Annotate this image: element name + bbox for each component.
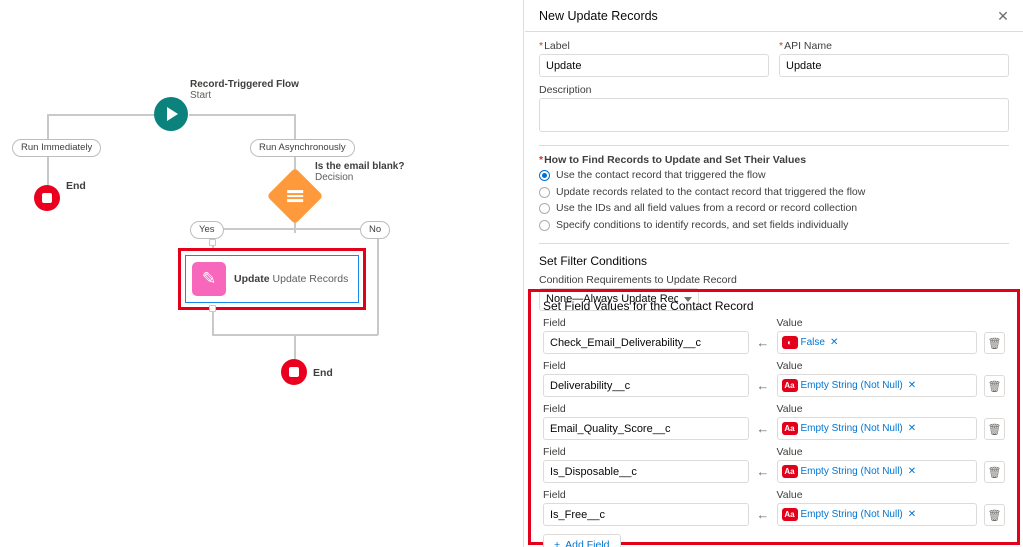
text-badge-icon: Aa (782, 379, 798, 392)
panel-title: New Update Records (539, 8, 658, 23)
value-chip-label: Empty String (Not Null) (800, 508, 903, 520)
value-chip[interactable] (782, 336, 839, 349)
pill-no[interactable]: No (360, 221, 390, 239)
label-input[interactable] (539, 54, 769, 77)
value-input[interactable] (777, 331, 978, 354)
radio-icon (539, 203, 550, 214)
radio-option-ids-and-values[interactable]: Use the IDs and all field values from a record or record collection (539, 202, 1009, 216)
value-input[interactable] (777, 460, 978, 483)
remove-chip-icon[interactable]: ✕ (829, 336, 839, 348)
value-chip-label: False (800, 336, 825, 348)
flow-end-label-2: End (313, 367, 333, 379)
value-input[interactable] (777, 374, 978, 397)
assign-arrow-icon: ← (756, 421, 770, 436)
update-node-title: Update (234, 272, 270, 285)
trash-icon: 🗑 (987, 337, 1002, 350)
value-caption: Value (776, 360, 803, 372)
pill-run-asynchronously[interactable]: Run Asynchronously (250, 139, 355, 157)
value-column (777, 317, 978, 354)
connector (189, 114, 295, 116)
field-caption: Field (543, 317, 566, 329)
trash-icon: 🗑 (987, 380, 1002, 393)
pill-run-immediately[interactable]: Run Immediately (12, 139, 101, 157)
delete-row-button[interactable] (984, 504, 1005, 526)
field-input[interactable] (543, 503, 749, 526)
flow-start-subtitle: Start (190, 90, 212, 101)
update-node-subtitle: Update Records (272, 272, 349, 285)
decision-subtitle: Decision (315, 172, 354, 183)
radio-option-related-records[interactable]: Update records related to the contact record that triggered the flow (539, 186, 1009, 200)
api-name-input[interactable] (779, 54, 1009, 77)
field-column (543, 489, 749, 526)
connector-handle[interactable] (209, 239, 216, 246)
value-chip[interactable] (782, 422, 917, 435)
close-icon[interactable]: ✕ (997, 7, 1009, 24)
value-input[interactable] (777, 503, 978, 526)
label-field-caption: *Label (539, 40, 570, 52)
value-chip[interactable] (782, 465, 917, 478)
description-textarea[interactable] (539, 98, 1009, 132)
value-chip-label: Empty String (Not Null) (800, 379, 903, 391)
field-input[interactable] (543, 331, 749, 354)
field-input[interactable] (543, 417, 749, 440)
assign-arrow-icon: ← (756, 507, 770, 522)
flow-start-label (190, 79, 299, 101)
stop-icon (42, 193, 52, 203)
value-chip-label: Empty String (Not Null) (800, 422, 903, 434)
remove-chip-icon[interactable]: ✕ (907, 465, 917, 477)
panel-body (525, 32, 1023, 311)
set-field-values-title: Set Field Values for the Contact Record (543, 299, 754, 313)
connector (294, 334, 296, 359)
value-column (777, 403, 978, 440)
value-caption: Value (776, 489, 803, 501)
set-field-values-highlight (528, 289, 1020, 545)
field-caption: Field (543, 489, 566, 501)
connector-handle[interactable] (209, 305, 216, 312)
delete-row-button[interactable] (984, 375, 1005, 397)
divider (539, 243, 1009, 244)
set-field-values-section (531, 292, 1017, 547)
api-name-caption: *API Name (779, 40, 832, 52)
connector (47, 155, 49, 185)
field-column (543, 360, 749, 397)
field-input[interactable] (543, 460, 749, 483)
value-chip-label: Empty String (Not Null) (800, 465, 903, 477)
flow-end-node-2[interactable] (281, 359, 307, 385)
delete-row-button[interactable] (984, 332, 1005, 354)
add-field-label: Add Field (565, 539, 610, 547)
connector (48, 114, 171, 116)
boolean-badge-icon: ◐ (782, 336, 798, 349)
label-api-row (539, 40, 1009, 77)
decision-title: Is the email blank? (315, 161, 405, 172)
flow-start-node[interactable] (154, 97, 188, 131)
divider (539, 145, 1009, 146)
value-caption: Value (776, 317, 803, 329)
field-caption: Field (543, 403, 566, 415)
field-input[interactable] (543, 374, 749, 397)
radio-option-triggering-record[interactable]: Use the contact record that triggered the flow (539, 169, 1009, 183)
connector (212, 228, 378, 230)
value-caption: Value (776, 403, 803, 415)
filter-conditions-title: Set Filter Conditions (539, 253, 648, 268)
value-column (777, 446, 978, 483)
text-badge-icon: Aa (782, 422, 798, 435)
field-value-row (543, 360, 1005, 397)
text-badge-icon: Aa (782, 508, 798, 521)
play-icon (167, 107, 178, 121)
field-value-row (543, 489, 1005, 526)
description-field-group (539, 84, 1009, 135)
field-value-rows (543, 317, 1005, 526)
value-column (777, 489, 978, 526)
trash-icon: 🗑 (987, 509, 1002, 522)
value-input[interactable] (777, 417, 978, 440)
panel-header (525, 0, 1023, 32)
field-column (543, 446, 749, 483)
update-records-node-highlight (178, 248, 366, 310)
value-column (777, 360, 978, 397)
trash-icon: 🗑 (987, 466, 1002, 479)
radio-option-conditions[interactable]: Specify conditions to identify records, and set fields individually (539, 219, 1009, 233)
text-badge-icon: Aa (782, 465, 798, 478)
remove-chip-icon[interactable]: ✕ (907, 379, 917, 391)
how-to-find-group (539, 154, 1009, 233)
delete-row-button[interactable] (984, 461, 1005, 483)
assign-arrow-icon: ← (756, 378, 770, 393)
api-name-field-group (779, 40, 1009, 77)
field-column (543, 403, 749, 440)
field-value-row (543, 317, 1005, 354)
assign-arrow-icon: ← (756, 335, 770, 350)
add-field-button[interactable] (543, 534, 621, 547)
pill-yes[interactable]: Yes (190, 221, 224, 239)
field-caption: Field (543, 446, 566, 458)
decision-diamond-icon (287, 190, 303, 202)
assign-arrow-icon: ← (756, 464, 770, 479)
radio-icon (539, 220, 550, 231)
update-records-panel (525, 0, 1023, 547)
field-value-row (543, 446, 1005, 483)
flow-start-title: Record-Triggered Flow (190, 79, 299, 90)
value-chip[interactable] (782, 508, 917, 521)
plus-icon: + (554, 539, 561, 547)
decision-label (315, 161, 404, 183)
remove-chip-icon[interactable]: ✕ (907, 508, 917, 520)
value-caption: Value (776, 446, 803, 458)
flow-end-label-1: End (66, 180, 86, 192)
radio-icon (539, 187, 550, 198)
update-records-icon: ✎ (192, 262, 226, 296)
field-value-row (543, 403, 1005, 440)
delete-row-button[interactable] (984, 418, 1005, 440)
update-records-node[interactable] (185, 255, 359, 303)
stop-icon (289, 367, 299, 377)
condition-requirements-caption: Condition Requirements to Update Record (539, 273, 737, 286)
description-caption: Description (539, 84, 592, 96)
value-chip[interactable] (782, 379, 917, 392)
field-caption: Field (543, 360, 566, 372)
trash-icon: 🗑 (987, 423, 1002, 436)
label-field-group (539, 40, 769, 77)
connector (377, 237, 379, 335)
field-column (543, 317, 749, 354)
radio-icon (539, 170, 550, 181)
flow-end-node-1[interactable] (34, 185, 60, 211)
remove-chip-icon[interactable]: ✕ (907, 422, 917, 434)
how-to-find-caption: *How to Find Records to Update and Set Their Values (539, 154, 807, 166)
